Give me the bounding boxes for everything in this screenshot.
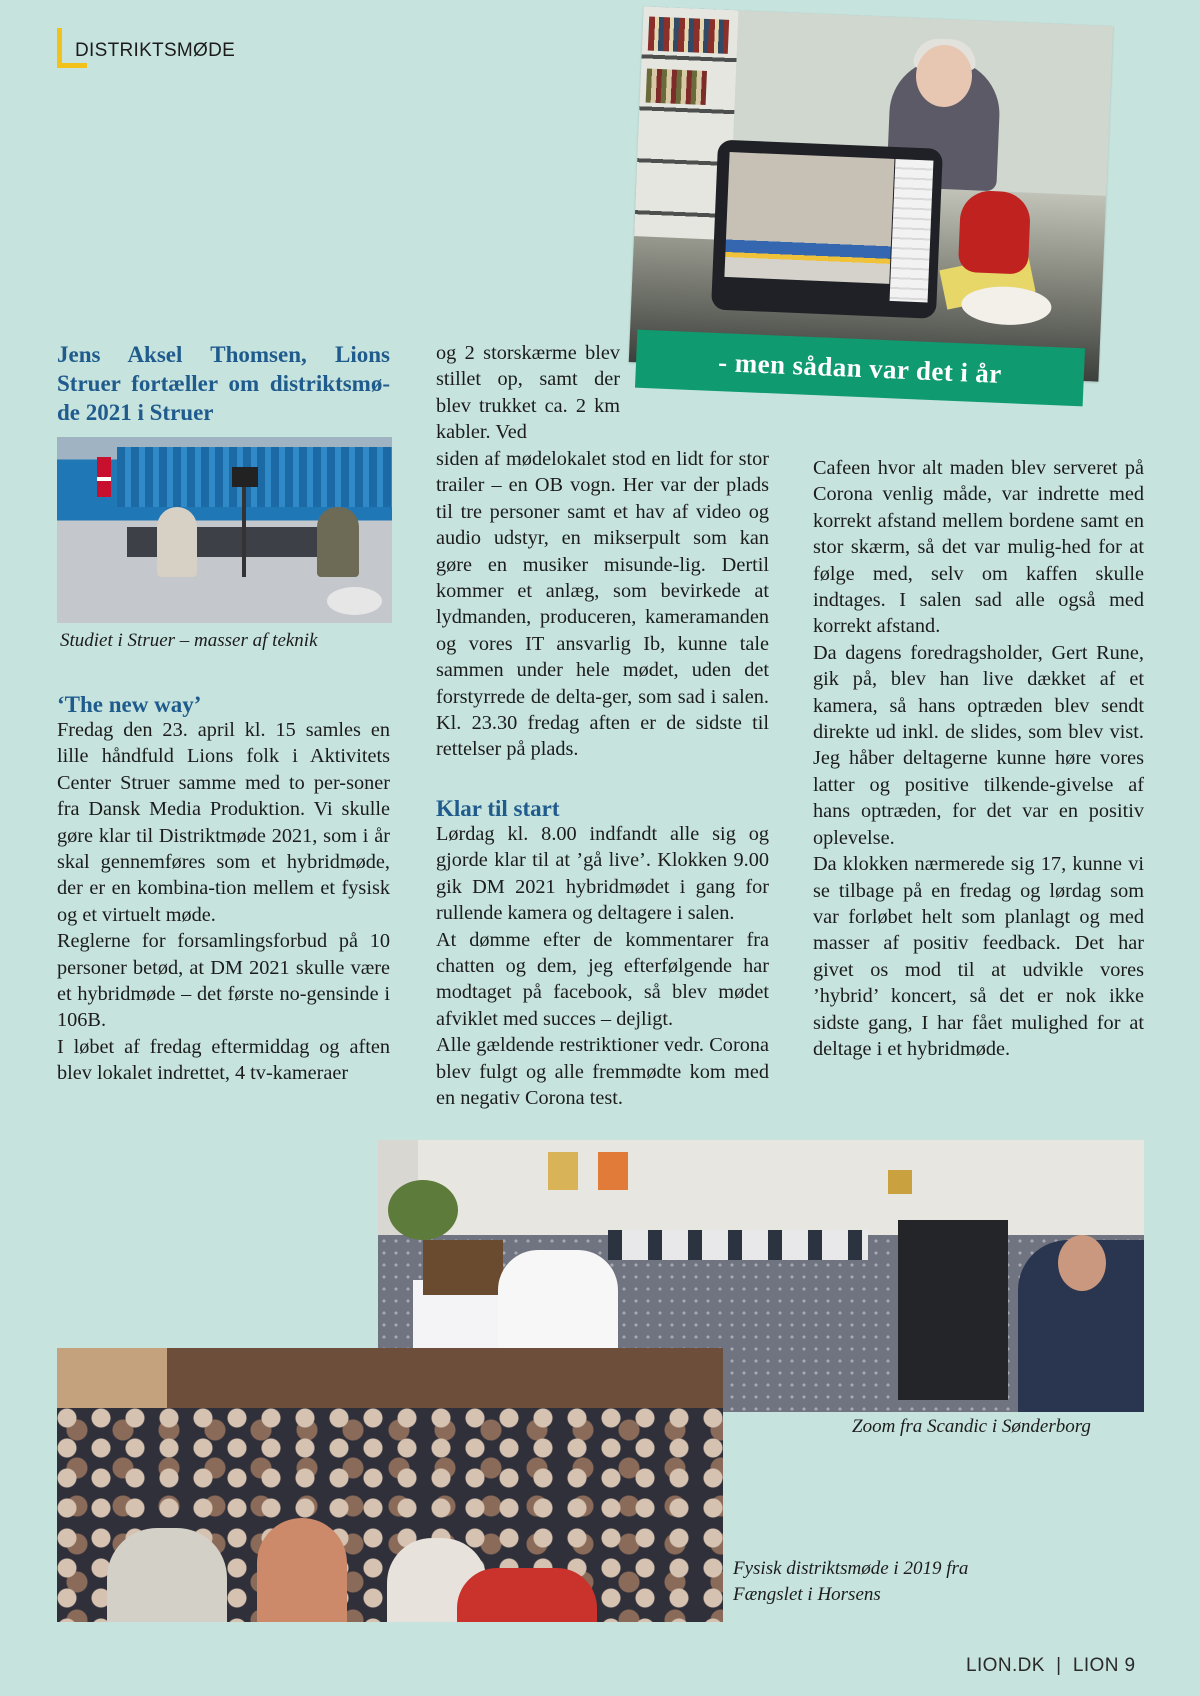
- sonderborg-caption: Zoom fra Scandic i Sønderborg: [852, 1416, 1091, 1437]
- article-heading: Jens Aksel Thomsen, Lions Struer fortæller om distriktsmø-de 2021 i Struer: [57, 342, 390, 425]
- column-2-text: [436, 446, 769, 763]
- column-2-lower-text: [436, 821, 769, 1111]
- subheading-new-way: ‘The new way’: [57, 692, 202, 717]
- caption-line: Fysisk distriktsmøde i 2019 fra: [733, 1558, 969, 1579]
- column-2-top-text: [436, 340, 620, 446]
- photo-books: [648, 17, 729, 54]
- photo-person: [317, 507, 359, 577]
- photo-red-jug: [958, 190, 1031, 275]
- horsens-caption: [733, 1556, 968, 1608]
- photo-person: [457, 1568, 597, 1622]
- photo-person: [157, 507, 197, 577]
- paragraph: og 2 storskærme blev stillet op, samt der blev trukket ca. 2 km kabler. Ved: [436, 342, 620, 444]
- photo-painting: [598, 1152, 628, 1190]
- horsens-photo: [57, 1348, 723, 1622]
- studio-caption: Studiet i Struer – masser af teknik: [60, 630, 318, 651]
- paragraph: Fredag den 23. april kl. 15 samles en lille håndfuld Lions folk i Aktivitets Center Struer samme med to per-soner fra Dansk Media Produktion. Vi skulle gøre klar til Distriktmøde 2021, som i år skal gennemføres som et hybridmøde, der er en kombina-tion mellem et fysisk og et virtuelt møde.: [57, 719, 390, 926]
- paragraph: At dømme efter de kommentarer fra chatten og dem, jeg efterfølgende har modtaget på facebook, så blev mødet afviklet med succes – dejligt.: [436, 928, 769, 1030]
- photo-tablet-chat: [890, 159, 934, 302]
- photo-painting: [548, 1152, 578, 1190]
- photo-camera: [232, 467, 258, 487]
- paragraph: Da klokken nærmerede sig 17, kunne vi se tilbage på en fredag og lørdag som var forløbet helt som planlagt og med masser af positiv feedback. Det har givet os mod til at udvikle vores ’hybrid’ koncert, så det er nok ikke sidste gang, I har fået mulighed for at deltage i et hybridmøde.: [813, 853, 1144, 1060]
- column-3-text: [813, 455, 1144, 1062]
- section-label: DISTRIKTSMØDE: [75, 40, 236, 61]
- caption-line: Fængslet i Horsens: [733, 1584, 881, 1605]
- paragraph: Lørdag kl. 8.00 indfandt alle sig og gjorde klar til at ’gå live’. Klokken 9.00 gik DM 2021 hybridmødet i gang for rullende kamera og deltagere i salen.: [436, 823, 769, 925]
- paragraph: Reglerne for forsamlingsforbud på 10 personer betød, at DM 2021 skulle være et hybridmøde – det første no-gensinde i 106B.: [57, 930, 390, 1032]
- photo-person-head: [1058, 1235, 1106, 1291]
- photo-bin: [327, 587, 382, 615]
- photo-podium: [423, 1240, 503, 1295]
- zoom-meeting-photo: [629, 6, 1113, 381]
- subheading-ready: Klar til start: [436, 796, 560, 821]
- paragraph: I løbet af fredag eftermiddag og aften blev lokalet indrettet, 4 tv-kameraer: [57, 1035, 390, 1085]
- photo-flag: [97, 457, 111, 497]
- photo-projection-screen: [57, 1348, 167, 1408]
- photo-tablet-screen: [724, 152, 894, 284]
- photo-plant: [388, 1180, 458, 1240]
- photo-painting: [888, 1170, 912, 1194]
- paragraph: Alle gældende restriktioner vedr. Corona blev fulgt og alle fremmødte kom med en negativ Corona test.: [436, 1034, 769, 1110]
- paragraph: Da dagens foredragsholder, Gert Rune, gik på, blev han live dækket af et kamera, så hans optræden blev sendt direkte ud inkl. de slides, som blev vist. Jeg håber deltagerne kunne høre vores latter og positive tilkende-givelse af hans optræden, for det var en positiv oplevelse.: [813, 641, 1144, 849]
- photo-tripod: [242, 487, 246, 577]
- page-footer: LION.DK | LION 9: [966, 1655, 1136, 1676]
- paragraph: Cafeen hvor alt maden blev serveret på Corona venlig måde, var indrette med korrekt afstand mellem bordene samt en stor skærm, så det var mulig-hed for at følge med, selv om kaffen skulle indtages. I salen sad alle også med korrekt afstand.: [813, 457, 1144, 638]
- photo-banner: - men sådan var det i år: [635, 330, 1085, 407]
- photo-person: [107, 1528, 227, 1622]
- photo-books: [646, 69, 707, 105]
- photo-plate: [961, 285, 1053, 327]
- photo-seated-row: [608, 1230, 868, 1260]
- photo-equipment: [898, 1220, 1008, 1400]
- column-1-text: [57, 717, 390, 1087]
- photo-person: [257, 1518, 347, 1622]
- studio-photo: [57, 437, 392, 623]
- paragraph: siden af mødelokalet stod en lidt for stor trailer – en OB vogn. Her var der plads til tre personer samt et hav af video og audio udstyr, en mikserpult som kan gøre en musiker misunde-lig. Dertil kommer et anlæg, som bevirkede at lydmanden, produceren, kameramanden og vores IT ansvarlig Ib, kunne tale sammen under hele mødet, uden det forstyrrede de delta-ger, som sad i salen. Kl. 23.30 fredag aften er de sidste til rettelser på plads.: [436, 448, 769, 761]
